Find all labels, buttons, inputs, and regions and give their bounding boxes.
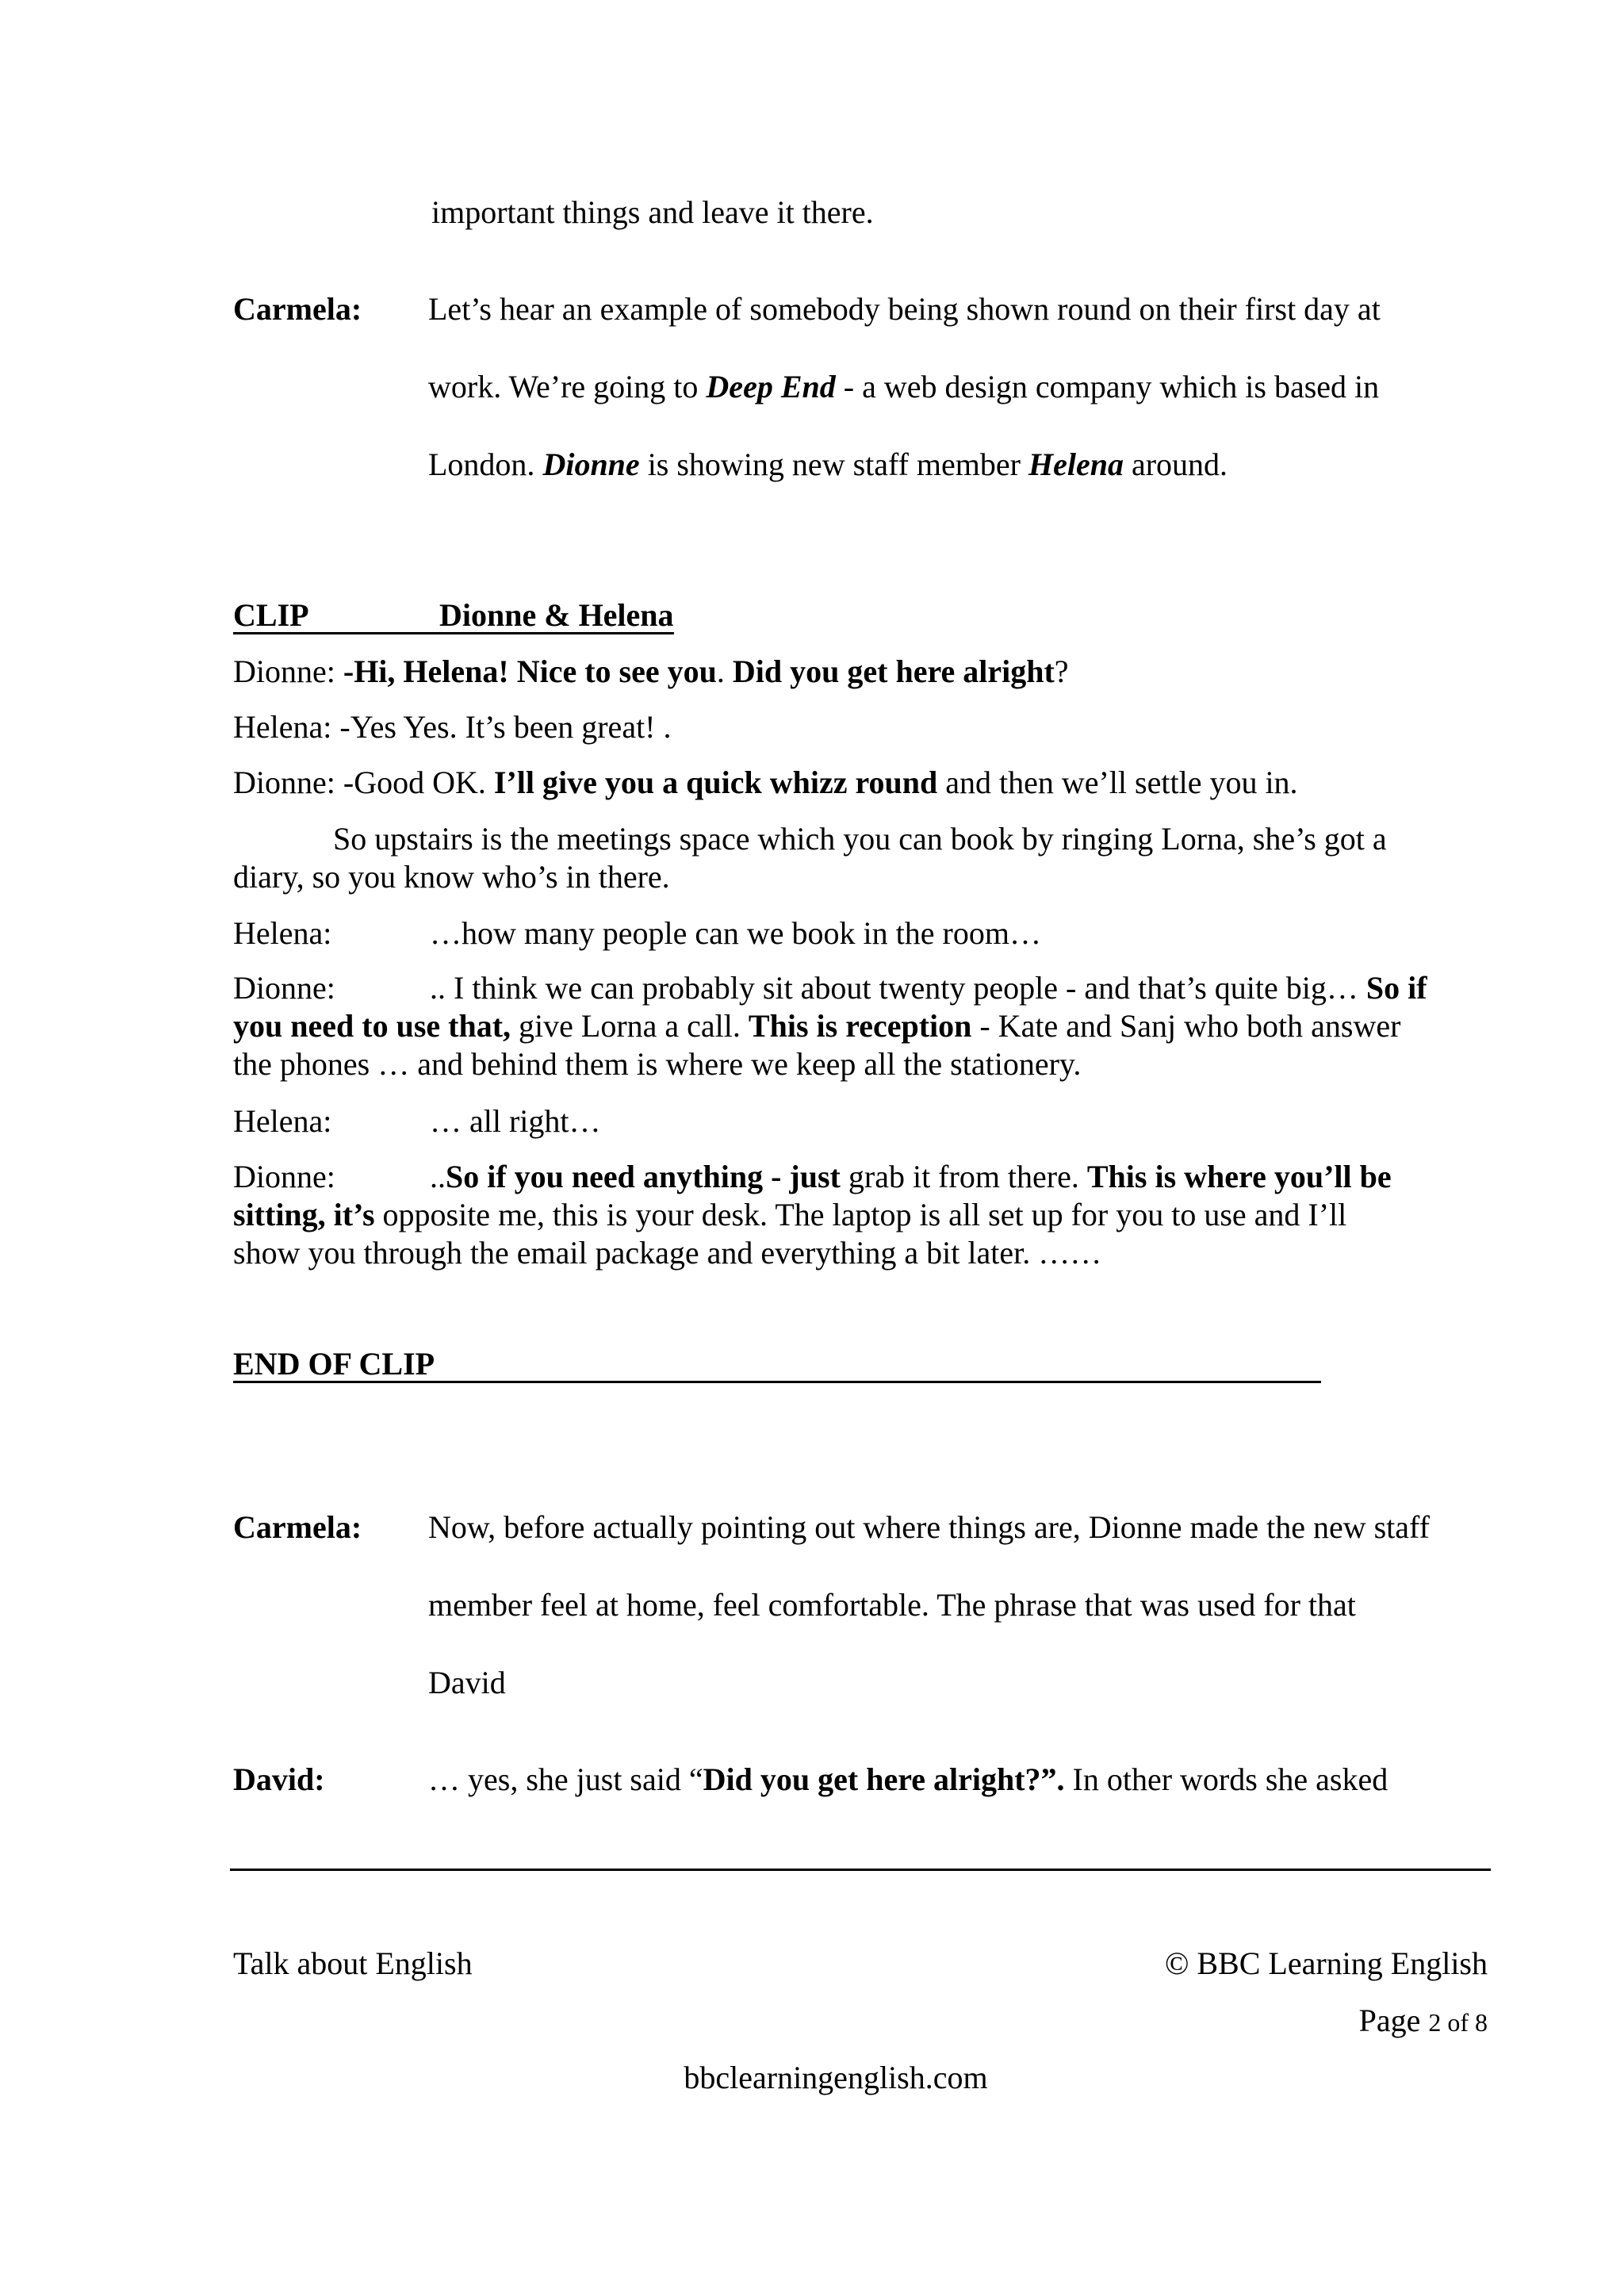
name-dionne: Dionne (542, 447, 640, 482)
text-run: and then we’ll settle you in. (937, 765, 1298, 800)
carmela-line-1: Let’s hear an example of somebody being shown round on their first day at (428, 291, 1381, 327)
dialogue-line (233, 1196, 1346, 1234)
footer-website: bbclearningenglish.com (684, 2060, 988, 2095)
text-run: … yes, she just said “ (428, 1761, 703, 1797)
text-run: This is where you’ll be (1086, 1159, 1392, 1194)
carmela-line-3: David (428, 1665, 506, 1700)
text-run: - Kate and Sanj who both answer (971, 1008, 1401, 1044)
speaker-carmela: Carmela: (233, 1509, 362, 1545)
text-run: opposite me, this is your desk. The laptop is all set up for you to use and I’ll (374, 1197, 1347, 1232)
dialogue-line: show you through the email package and everything a bit later. …… (233, 1235, 1102, 1271)
speaker-dionne: Dionne: (233, 970, 335, 1006)
text-run: sitting, it’s (233, 1197, 375, 1232)
dialogue-line: diary, so you know who’s in there. (233, 859, 670, 895)
text-run: ? (1054, 654, 1069, 689)
text-run: So if (1365, 970, 1427, 1006)
text-run: Dionne: -Good OK. (233, 765, 494, 800)
dialogue-line (233, 653, 1069, 691)
intro-tail: important things and leave it there. (431, 194, 874, 230)
carmela-line-2 (428, 368, 1379, 406)
footer-divider (230, 1869, 1491, 1871)
text-run: London. (428, 447, 543, 482)
speaker-helena: Helena: (233, 915, 332, 951)
dialogue-line (233, 764, 1298, 802)
dialogue-line: the phones … and behind them is where we keep all the stationery. (233, 1046, 1082, 1082)
dialogue-line: So upstairs is the meetings space which you can book by ringing Lorna, she’s got a (333, 821, 1387, 857)
page-count: 2 of 8 (1428, 2008, 1488, 2037)
text-run: - a web design company which is based in (835, 369, 1380, 404)
clip-label: CLIP (233, 596, 441, 634)
dialogue-line: … all right… (430, 1103, 601, 1139)
text-run: grab it from there. (840, 1159, 1087, 1194)
text-run: work. We’re going to (428, 369, 707, 404)
dialogue-line (233, 1007, 1400, 1045)
text-run: . (716, 654, 733, 689)
dialogue-line: Helena: -Yes Yes. It’s been great! . (233, 709, 672, 745)
dialogue-line (430, 1158, 1392, 1196)
name-helena: Helena (1028, 447, 1124, 482)
text-run: around. (1123, 447, 1228, 482)
text-run: Did you get here alright?”. (703, 1761, 1065, 1797)
footer-left: Talk about English (233, 1945, 473, 1981)
text-run: .. (430, 1159, 446, 1194)
speaker-dionne: Dionne: (233, 654, 343, 689)
dialogue-line (430, 969, 1427, 1007)
text-run: This is reception (748, 1008, 972, 1044)
footer-copyright: © BBC Learning English (1164, 1945, 1488, 1981)
text-run: Did you get here alright (732, 654, 1055, 689)
end-of-clip: END OF CLIP (233, 1345, 1321, 1383)
dialogue-line: …how many people can we book in the room… (430, 915, 1041, 951)
company-name: Deep End (706, 369, 836, 404)
david-line-1 (428, 1761, 1388, 1799)
text-run: .. I think we can probably sit about twenty people - and that’s quite big… (430, 970, 1366, 1006)
page-label: Page (1358, 2003, 1429, 2038)
carmela-line-3 (428, 446, 1228, 484)
text-run: give Lorna a call. (511, 1008, 749, 1044)
clip-title: Dionne & Helena (439, 597, 674, 633)
speaker-carmela: Carmela: (233, 291, 362, 327)
carmela-line-2: member feel at home, feel comfortable. The phrase that was used for that (428, 1587, 1356, 1623)
speaker-david: David: (233, 1761, 325, 1797)
text-run: I’ll give you a quick whizz round (493, 765, 938, 800)
speaker-dionne: Dionne: (233, 1159, 335, 1194)
footer-page-number (1359, 2002, 1488, 2041)
text-run: you need to use that, (233, 1008, 511, 1044)
text-run: is showing new staff member (639, 447, 1028, 482)
text-run: In other words she asked (1064, 1761, 1388, 1797)
text-run: So if you need anything - just (446, 1159, 841, 1194)
speaker-helena: Helena: (233, 1103, 332, 1139)
carmela-line-1: Now, before actually pointing out where things are, Dionne made the new staff (428, 1509, 1430, 1545)
text-run: -Hi, Helena! Nice to see you (343, 654, 717, 689)
